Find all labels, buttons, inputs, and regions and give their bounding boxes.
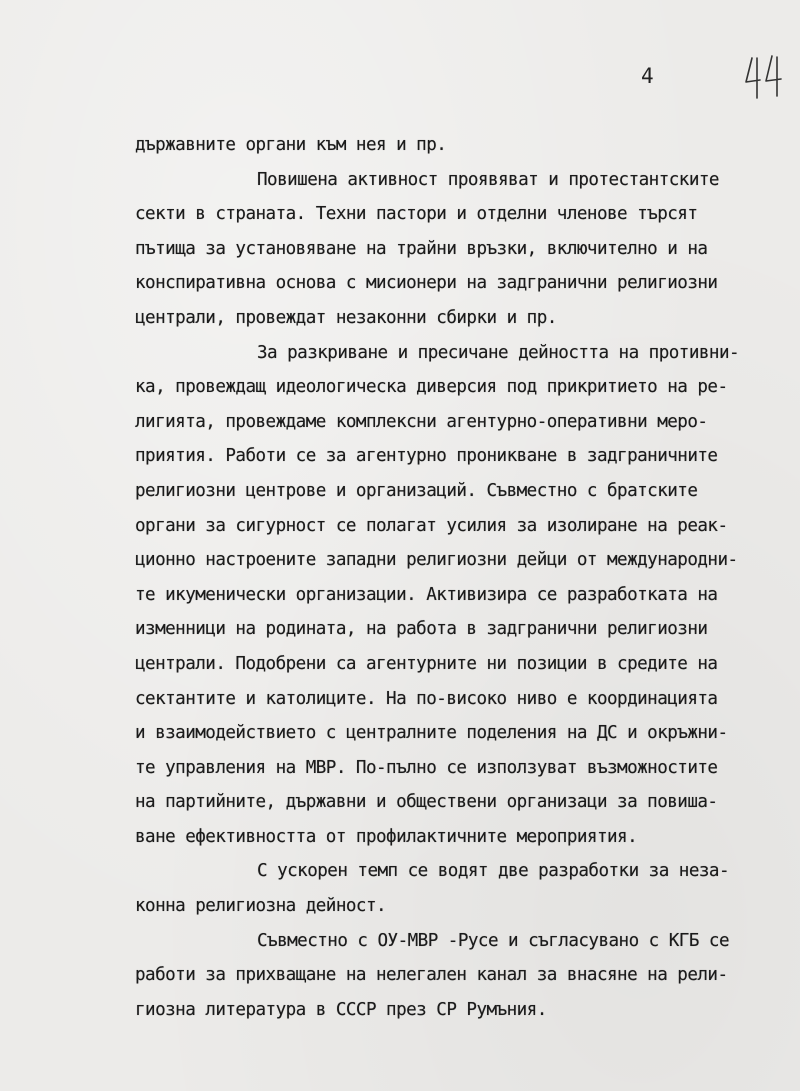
text-line: централи. Подобрени са агентурните ни позиции в средите на bbox=[135, 653, 718, 674]
text-line: ване ефективността от профилактичните мероприятия. bbox=[135, 826, 638, 847]
text-line: религиозни центрове и организаций. Съвместно с братските bbox=[135, 480, 698, 501]
text-line: органи за сигурност се полагат усилия за изолиране на реак- bbox=[135, 515, 728, 536]
text-line: на партийните, държавни и обществени организаци за повиша- bbox=[135, 792, 718, 813]
text-line: лигията, провеждаме комплексни агентурно-оперативни меро- bbox=[135, 411, 708, 432]
text-line: изменници на родината, на работа в задгранични религиозни bbox=[135, 619, 708, 640]
text-line: Повишена активност проявяват и протестантските bbox=[257, 169, 719, 190]
text-line: С ускорен темп се водят две разработки за неза- bbox=[257, 861, 729, 882]
text-line: конна религиозна дейност. bbox=[135, 896, 387, 917]
text-line: ционно настроените западни религиозни дейци от международни- bbox=[135, 550, 738, 571]
text-line: и взаимодействието с централните поделения на ДС и окръжни- bbox=[135, 723, 728, 744]
page-number: 4 bbox=[641, 64, 654, 88]
text-line: пътища за установяване на трайни връзки, включително и на bbox=[135, 238, 708, 259]
text-line: те икуменически организации. Активизира се разработката на bbox=[135, 584, 718, 605]
text-line: те управления на МВР. По-пълно се използуват възможностите bbox=[135, 757, 718, 778]
text-line: гиозна литература в СССР през СР Румъния. bbox=[135, 999, 547, 1020]
handwritten-folio-number bbox=[742, 52, 788, 102]
text-line: За разкриване и пресичане дейността на противни- bbox=[257, 342, 740, 363]
document-body bbox=[135, 128, 775, 1027]
text-line: ка, провеждащ идеологическа диверсия под прикритието на ре- bbox=[135, 377, 728, 398]
text-line: Съвместно с ОУ-МВР -Русе и съгласувано с КГБ се bbox=[257, 930, 729, 951]
text-line: приятия. Работи се за агентурно проникване в задграничните bbox=[135, 446, 718, 467]
text-line: конспиративна основа с мисионери на задгранични религиозни bbox=[135, 273, 718, 294]
text-line: сектантите и католиците. На по-високо ниво е координацията bbox=[135, 688, 718, 709]
text-line: секти в страната. Техни пастори и отделни членове търсят bbox=[135, 204, 698, 225]
text-line: работи за прихващане на нелегален канал за внасяне на рели- bbox=[135, 965, 728, 986]
text-line: държавните органи към нея и пр. bbox=[135, 135, 447, 155]
text-line: централи, провеждат незаконни сбирки и пр. bbox=[135, 307, 557, 328]
